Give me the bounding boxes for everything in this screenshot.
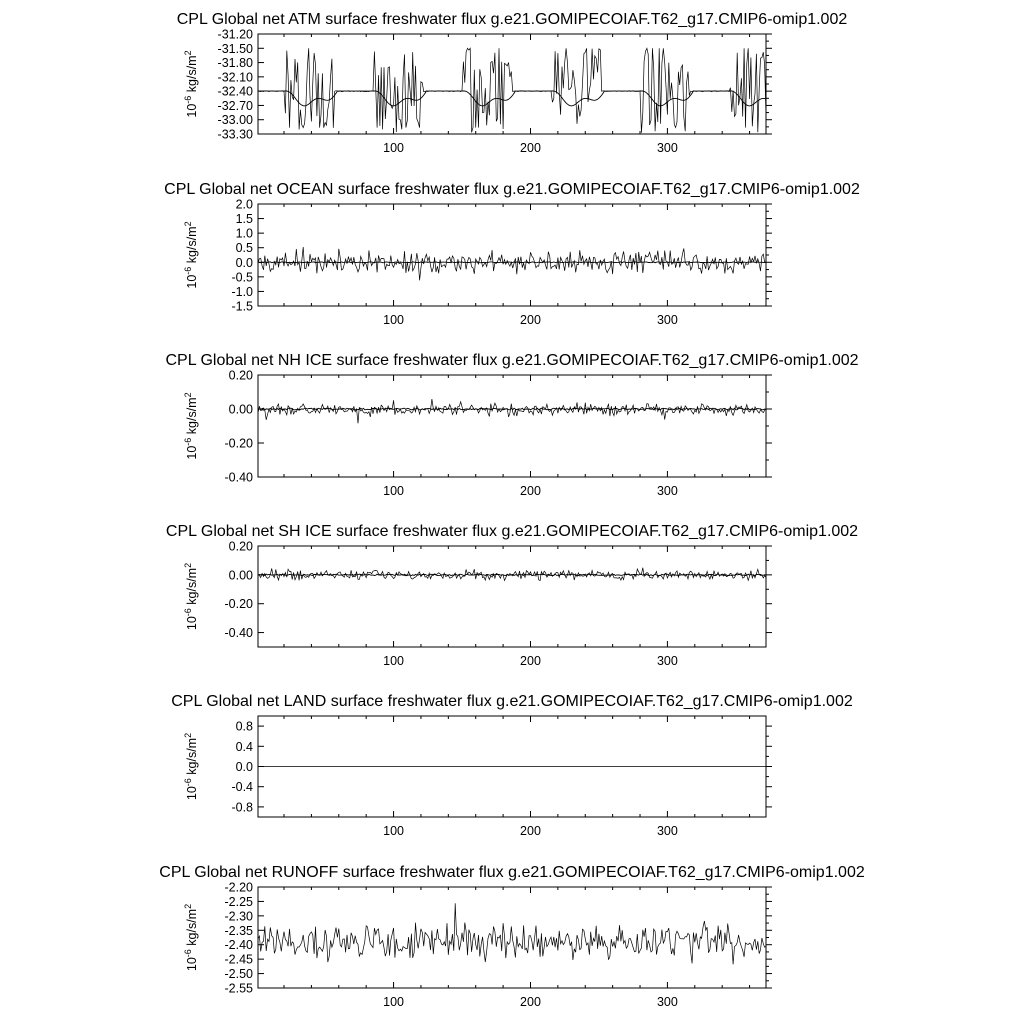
- x-tick-label: 100: [383, 484, 404, 498]
- panel-title: CPL Global net SH ICE surface freshwater flux g.e21.GOMIPECOIAF.T62_g17.CMIP6-omip1.002: [165, 523, 859, 540]
- y-tick-label: 0.0: [235, 760, 253, 774]
- x-tick-label: 200: [520, 995, 541, 1009]
- y-tick-label: -32.70: [217, 98, 253, 113]
- y-tick-label: -2.45: [224, 952, 253, 967]
- y-tick-label: 0.00: [228, 402, 253, 417]
- x-tick-label: 100: [383, 313, 404, 327]
- panel-3: [165, 352, 858, 498]
- panel-title: CPL Global net NH ICE surface freshwater flux g.e21.GOMIPECOIAF.T62_g17.CMIP6-omip1.002: [165, 352, 859, 369]
- x-tick-label: 300: [656, 654, 678, 668]
- y-tick-label: -31.20: [217, 27, 253, 42]
- y-tick-label: -33.00: [217, 113, 253, 128]
- y-axis-label: $10^{-6}$ $kg/s/m^2$: [183, 732, 199, 801]
- panel-title: CPL Global net LAND surface freshwater flux g.e21.GOMIPECOIAF.T62_g17.CMIP6-omip1.002: [171, 693, 853, 710]
- plot-frame: [258, 204, 766, 306]
- y-tick-label: -0.20: [224, 597, 253, 612]
- x-tick-label: 300: [656, 141, 678, 155]
- y-tick-label: -2.20: [224, 880, 253, 895]
- panel-title: CPL Global net OCEAN surface freshwater flux g.e21.GOMIPECOIAF.T62_g17.CMIP6-omip1.002: [164, 181, 860, 198]
- x-tick-label: 200: [520, 141, 541, 155]
- x-tick-label: 200: [520, 654, 541, 668]
- y-tick-label: -0.8: [231, 800, 253, 815]
- y-tick-label: 0.00: [228, 568, 253, 583]
- y-tick-label: -0.40: [224, 626, 253, 641]
- y-tick-label: 0.8: [235, 719, 253, 734]
- x-tick-label: 200: [520, 484, 541, 498]
- y-tick-label: 0.20: [228, 539, 253, 554]
- y-tick-label: -2.35: [224, 923, 253, 938]
- y-tick-label: -32.10: [217, 70, 253, 85]
- y-axis-label: $10^{-6}$ $kg/s/m^2$: [183, 562, 199, 631]
- series-line-1: [258, 903, 766, 964]
- x-tick-label: 100: [383, 141, 404, 155]
- panel-6: [159, 864, 865, 1009]
- y-tick-label: -2.25: [224, 894, 253, 909]
- panel-1: [177, 11, 848, 155]
- panel-2: [164, 181, 860, 327]
- series-line-1: [258, 48, 766, 132]
- y-tick-label: -32.40: [217, 84, 253, 99]
- y-tick-label: -0.4: [231, 780, 253, 795]
- panel-title: CPL Global net RUNOFF surface freshwater flux g.e21.GOMIPECOIAF.T62_g17.CMIP6-omip1.002: [159, 864, 865, 881]
- y-tick-label: -33.30: [217, 127, 253, 142]
- y-tick-label: -1.0: [231, 284, 253, 299]
- y-tick-label: -1.5: [231, 299, 253, 314]
- y-tick-label: -0.20: [224, 436, 253, 451]
- y-tick-label: -31.80: [217, 56, 253, 71]
- y-tick-label: 2.0: [235, 197, 253, 212]
- x-tick-label: 100: [383, 824, 404, 838]
- y-tick-label: -0.40: [224, 470, 253, 485]
- series-line-1: [258, 399, 766, 423]
- panel-title: CPL Global net ATM surface freshwater flux g.e21.GOMIPECOIAF.T62_g17.CMIP6-omip1.002: [176, 11, 848, 28]
- x-tick-label: 300: [656, 995, 678, 1009]
- x-tick-label: 100: [383, 995, 404, 1009]
- series-line-1: [258, 247, 766, 280]
- y-axis-label: $10^{-6}$ $kg/s/m^2$: [183, 50, 199, 118]
- y-tick-label: -2.40: [224, 938, 253, 953]
- y-tick-label: -2.55: [224, 981, 253, 996]
- y-tick-label: -0.5: [231, 270, 253, 285]
- x-tick-label: 200: [520, 824, 541, 838]
- x-tick-label: 300: [656, 313, 678, 327]
- panel-5: [171, 693, 853, 838]
- panel-4: [166, 523, 858, 668]
- x-tick-label: 200: [520, 313, 541, 327]
- y-tick-label: 0.20: [228, 368, 253, 383]
- y-tick-label: -2.30: [224, 909, 253, 924]
- x-tick-label: 300: [656, 484, 678, 498]
- plot-frame: [258, 546, 766, 647]
- y-tick-label: 0.4: [235, 739, 253, 754]
- plot-frame: [258, 375, 766, 477]
- y-tick-label: 1.5: [235, 212, 253, 227]
- y-tick-label: 0.5: [235, 241, 253, 256]
- x-tick-label: 100: [383, 654, 404, 668]
- y-axis-label: $10^{-6}$ $kg/s/m^2$: [183, 903, 199, 972]
- y-tick-label: -2.50: [224, 967, 253, 982]
- y-tick-label: 0.0: [235, 255, 253, 270]
- y-tick-label: -31.50: [217, 41, 253, 56]
- y-axis-label: $10^{-6}$ $kg/s/m^2$: [183, 221, 199, 289]
- y-tick-label: 1.0: [235, 226, 253, 241]
- x-tick-label: 300: [656, 824, 678, 838]
- y-axis-label: $10^{-6}$ $kg/s/m^2$: [183, 392, 199, 460]
